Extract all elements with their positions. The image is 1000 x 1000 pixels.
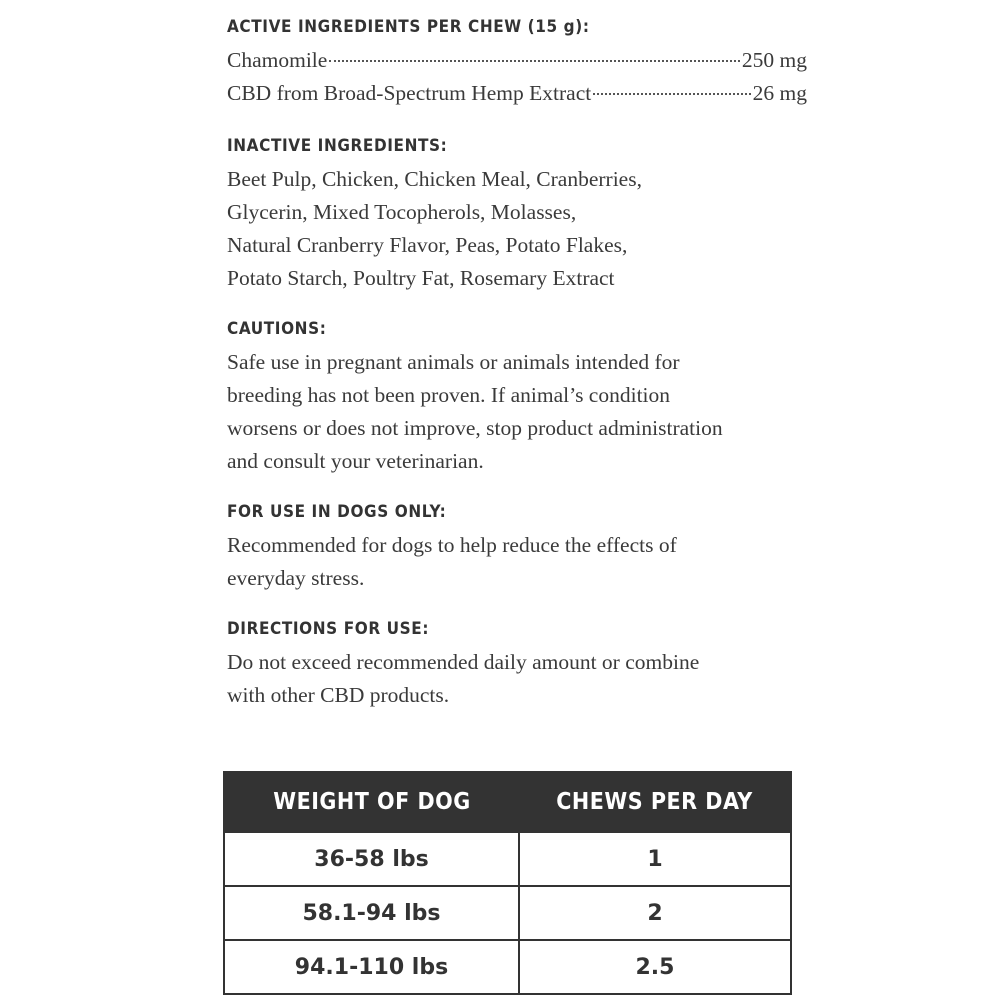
directions-heading: DIRECTIONS FOR USE:: [227, 619, 430, 639]
ingredient-name: CBD from Broad-Spectrum Hemp Extract: [227, 81, 592, 105]
dot-leader: [593, 93, 750, 95]
inactive-line: Potato Starch, Poultry Fat, Rosemary Extract: [227, 266, 615, 290]
label-content: [227, 14, 807, 733]
chews-cell: 1: [519, 832, 791, 886]
inactive-ingredients-section: [227, 133, 807, 295]
table-row: [224, 832, 791, 886]
directions-line: Do not exceed recommended daily amount or combine: [227, 650, 700, 674]
header-chews-per-day: CHEWS PER DAY: [519, 772, 791, 832]
inactive-line: Natural Cranberry Flavor, Peas, Potato Flakes,: [227, 233, 628, 257]
chews-cell: 2: [519, 886, 791, 940]
ingredient-row-chamomile: [227, 44, 807, 77]
ingredient-amount: 26 mg: [752, 81, 807, 105]
inactive-line: Glycerin, Mixed Tocopherols, Molasses,: [227, 200, 577, 224]
weight-cell: 94.1-110 lbs: [224, 940, 519, 994]
dogs-only-section: [227, 499, 807, 595]
cautions-line: breeding has not been proven. If animal’s condition: [227, 383, 671, 407]
cautions-heading: CAUTIONS:: [227, 319, 327, 339]
directions-line: with other CBD products.: [227, 683, 450, 707]
dogs-only-heading: FOR USE IN DOGS ONLY:: [227, 502, 447, 522]
inactive-ingredients-heading: INACTIVE INGREDIENTS:: [227, 136, 448, 156]
dogs-only-line: Recommended for dogs to help reduce the effects of: [227, 533, 677, 557]
directions-section: [227, 616, 807, 712]
active-ingredients-section: [227, 14, 807, 110]
ingredient-name: Chamomile: [227, 48, 328, 72]
table-row: [224, 886, 791, 940]
weight-cell: 58.1-94 lbs: [224, 886, 519, 940]
chews-cell: 2.5: [519, 940, 791, 994]
ingredient-amount: 250 mg: [741, 48, 807, 72]
inactive-line: Beet Pulp, Chicken, Chicken Meal, Cranberries,: [227, 167, 642, 191]
dot-leader: [329, 60, 740, 62]
cautions-line: worsens or does not improve, stop product administration: [227, 416, 723, 440]
cautions-section: [227, 316, 807, 478]
dosage-table: [223, 771, 792, 995]
active-ingredients-heading: ACTIVE INGREDIENTS PER CHEW (15 g):: [227, 17, 590, 37]
cautions-line: Safe use in pregnant animals or animals intended for: [227, 350, 680, 374]
table-row: [224, 940, 791, 994]
cautions-line: and consult your veterinarian.: [227, 449, 484, 473]
header-weight-of-dog: WEIGHT OF DOG: [224, 772, 519, 832]
dogs-only-line: everyday stress.: [227, 566, 365, 590]
weight-cell: 36-58 lbs: [224, 832, 519, 886]
ingredient-row-cbd: [227, 77, 807, 110]
dosage-table-header-row: [224, 772, 791, 832]
